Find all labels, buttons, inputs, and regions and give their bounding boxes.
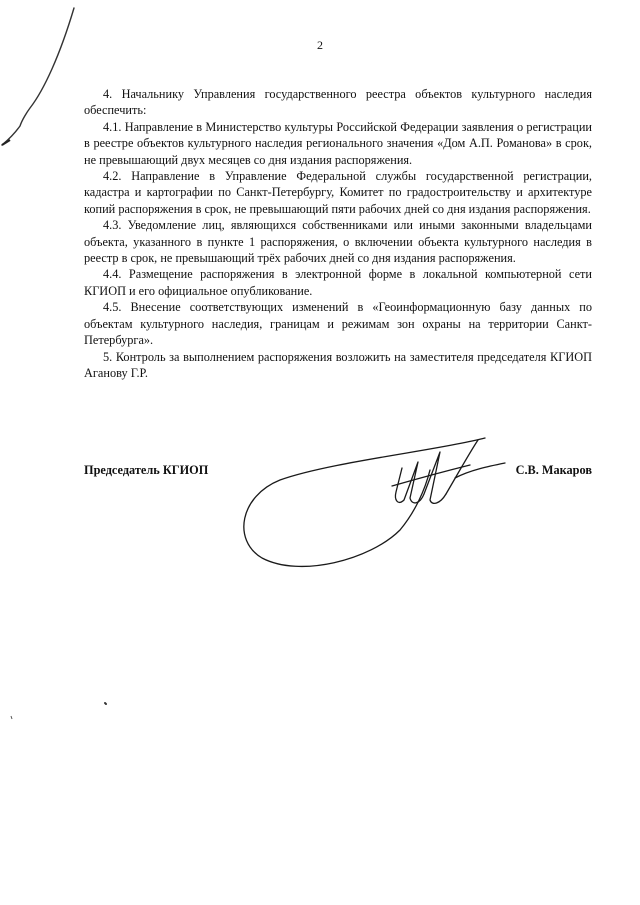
paragraph-4-3: 4.3. Уведомление лиц, являющихся собственниками или иными законными владельцами объекта, указанного в пункте 1 распоряжения, о включении объекта культурного наследия в реестр в срок, не превышающий трёх рабочих дней со дня издания распоряжения. (84, 218, 592, 266)
signer-title: Председатель КГИОП (84, 463, 209, 477)
signer-name: С.В. Макаров (515, 463, 592, 477)
paragraph-5: 5. Контроль за выполнением распоряжения возложить на заместителя председателя КГИОП Аганову Г.Р. (84, 349, 592, 380)
paragraph-4: 4. Начальнику Управления государственного реестра объектов культурного наследия обеспечить: (84, 87, 592, 118)
page-number: 2 (317, 38, 323, 52)
paragraph-4-1: 4.1. Направление в Министерство культуры Российской Федерации заявления о регистрации в реестре объектов культурного наследия регионального значения «Дом А.П. Романова» в срок, не превышающий двух месяцев со дня издания распоряжения. (84, 119, 592, 167)
stray-mark (11, 716, 12, 719)
paragraph-4-2: 4.2. Направление в Управление Федеральной службы государственной регистрации, кадастра и картографии по Санкт-Петербургу, Комитет по градостроительству и архитектуре копий распоряжения в срок, не превышающий пяти рабочих дней со дня издания распоряжения. (84, 169, 592, 216)
stray-dot (105, 703, 106, 704)
signature-scribble (244, 438, 505, 566)
paragraph-4-4: 4.4. Размещение распоряжения в электронной форме в локальной компьютерной сети КГИОП и его официальное опубликование. (84, 267, 592, 298)
margin-pen-stroke (2, 8, 74, 145)
paragraph-4-5: 4.5. Внесение соответствующих изменений в «Геоинформационную базу данных по объектам культурного наследия, границам и режимам зон охраны на территории Санкт-Петербурга». (84, 300, 592, 348)
